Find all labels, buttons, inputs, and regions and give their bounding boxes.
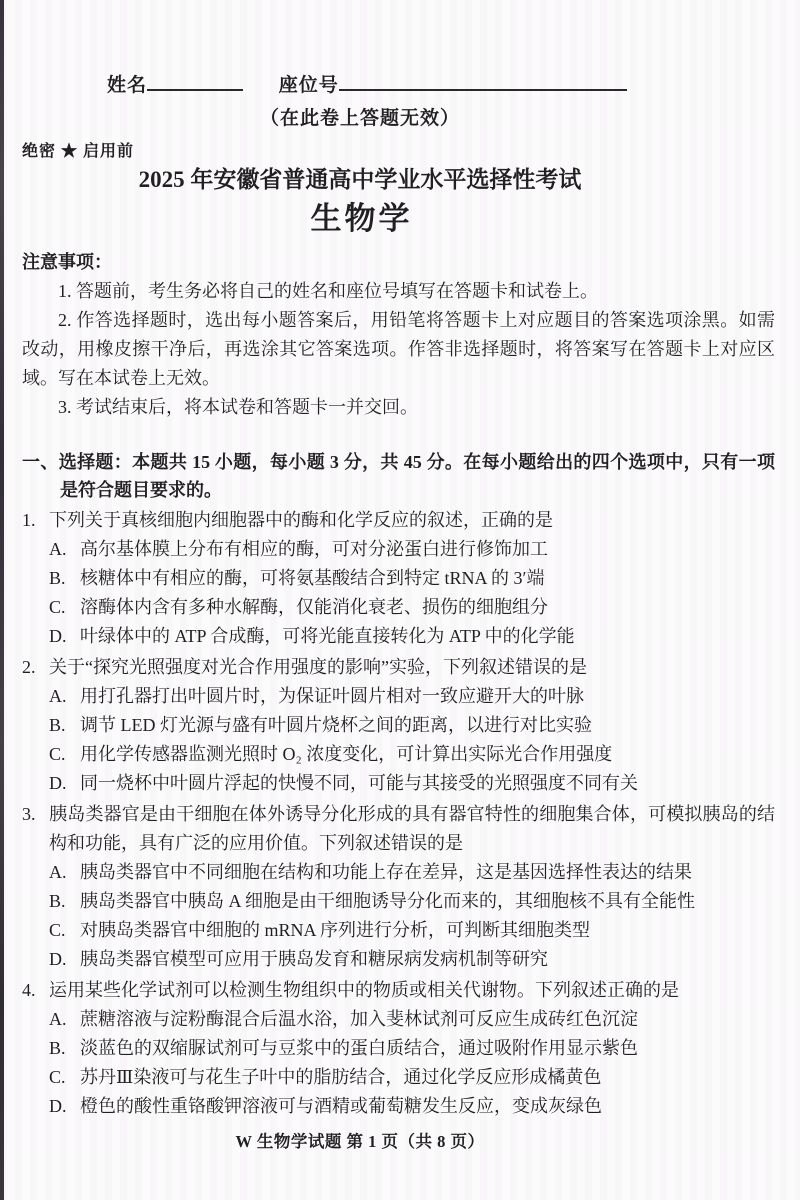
question-1-option-c bbox=[22, 593, 775, 622]
question-1-stem-text: 下列关于真核细胞内细胞器中的酶和化学反应的叙述，正确的是 bbox=[49, 510, 553, 530]
question-1-number: 1. bbox=[22, 510, 36, 530]
question-3 bbox=[22, 800, 775, 974]
option-d-text: 胰岛类器官模型可应用于胰岛发育和糖尿病发病机制等研究 bbox=[80, 949, 548, 969]
option-c-label: C. bbox=[49, 744, 66, 764]
option-b-text: 淡蓝色的双缩脲试剂可与豆浆中的蛋白质结合，通过吸附作用显示紫色 bbox=[80, 1038, 638, 1058]
option-b-text: 调节 LED 灯光源与盛有叶圆片烧杯之间的距离，以进行对比实验 bbox=[80, 715, 592, 735]
question-3-option-b bbox=[22, 887, 775, 916]
question-2-stem bbox=[22, 653, 775, 682]
page-footer: W 生物学试题 第 1 页（共 8 页） bbox=[235, 1132, 485, 1151]
scan-edge-artifact bbox=[0, 0, 4, 1200]
question-2-option-c bbox=[22, 740, 775, 769]
option-b-text: 胰岛类器官中胰岛 A 细胞是由干细胞诱导分化而来的，其细胞核不具有全能性 bbox=[80, 891, 696, 911]
question-4-stem bbox=[22, 976, 775, 1005]
question-4-option-b bbox=[22, 1034, 775, 1063]
option-a-label: A. bbox=[49, 1009, 67, 1029]
option-c-label: C. bbox=[49, 597, 66, 617]
name-underline bbox=[147, 70, 243, 91]
option-a-label: A. bbox=[49, 862, 67, 882]
question-3-stem-text: 胰岛类器官是由干细胞在体外诱导分化形成的具有器官特性的细胞集合体，可模拟胰岛的结构和功能，具有广泛的应用价值。下列叙述错误的是 bbox=[49, 804, 775, 853]
question-1-option-d bbox=[22, 622, 775, 651]
option-a-text: 用打孔器打出叶圆片时，为保证叶圆片相对一致应避开大的叶脉 bbox=[80, 686, 584, 706]
option-b-label: B. bbox=[49, 568, 66, 588]
option-d-label: D. bbox=[49, 1096, 67, 1116]
question-3-option-d bbox=[22, 945, 775, 974]
seat-label: 座位号 bbox=[278, 75, 339, 96]
question-4-stem-text: 运用某些化学试剂可以检测生物组织中的物质或相关代谢物。下列叙述正确的是 bbox=[49, 980, 679, 1000]
option-a-text: 蔗糖溶液与淀粉酶混合后温水浴，加入斐林试剂可反应生成砖红色沉淀 bbox=[80, 1009, 638, 1029]
option-b-label: B. bbox=[49, 891, 66, 911]
question-2-option-a bbox=[22, 682, 775, 711]
question-3-number: 3. bbox=[22, 804, 36, 824]
option-b-label: B. bbox=[49, 715, 66, 735]
note-item-2: 2. 作答选择题时，选出每小题答案后，用铅笔将答题卡上对应题目的答案选项涂黑。如需改动，用橡皮擦干净后，再选涂其它答案选项。作答非选择题时，将答案写在答题卡上对应区域。写在本试卷上无效。 bbox=[22, 310, 775, 388]
option-b-label: B. bbox=[49, 1038, 66, 1058]
option-d-label: D. bbox=[49, 773, 67, 793]
question-1-option-b bbox=[22, 564, 775, 593]
exam-title: 2025 年安徽省普通高中学业水平选择性考试 bbox=[138, 167, 582, 192]
question-2-stem-text: 关于“探究光照强度对光合作用强度的影响”实验，下列叙述错误的是 bbox=[49, 657, 587, 677]
question-2 bbox=[22, 653, 775, 798]
secrecy-label: 绝密 ★ 启用前 bbox=[22, 143, 135, 160]
question-2-number: 2. bbox=[22, 657, 36, 677]
note-item-3: 3. 考试结束后，将本试卷和答题卡一并交回。 bbox=[58, 397, 418, 417]
section-heading: 一、选择题：本题共 15 小题，每小题 3 分，共 45 分。在每小题给出的四个选项中，只有一项是符合题目要求的。 bbox=[22, 452, 775, 500]
option-c-text: 对胰岛类器官中细胞的 mRNA 序列进行分析，可判断其细胞类型 bbox=[80, 920, 591, 940]
paper-content bbox=[22, 0, 775, 1152]
option-a-text: 胰岛类器官中不同细胞在结构和功能上存在差异，这是基因选择性表达的结果 bbox=[80, 862, 692, 882]
option-c-text: 溶酶体内含有多种水解酶，仅能消化衰老、损伤的细胞组分 bbox=[80, 597, 548, 617]
note-item-1: 1. 答题前，考生务必将自己的姓名和座位号填写在答题卡和试卷上。 bbox=[58, 281, 598, 301]
option-d-label: D. bbox=[49, 626, 67, 646]
option-d-text: 同一烧杯中叶圆片浮起的快慢不同，可能与其接受的光照强度不同有关 bbox=[80, 773, 638, 793]
option-a-label: A. bbox=[49, 539, 67, 559]
question-1 bbox=[22, 506, 775, 651]
name-seat-row bbox=[107, 70, 775, 97]
question-4 bbox=[22, 976, 775, 1121]
question-2-option-b bbox=[22, 711, 775, 740]
question-2-option-d bbox=[22, 769, 775, 798]
name-label: 姓名 bbox=[107, 75, 148, 96]
seat-underline bbox=[339, 70, 627, 91]
subject-title: 生物学 bbox=[310, 201, 413, 236]
option-c-text: 苏丹Ⅲ染液可与花生子叶中的脂肪结合，通过化学反应形成橘黄色 bbox=[80, 1067, 602, 1087]
option-a-label: A. bbox=[49, 686, 67, 706]
option-c-label: C. bbox=[49, 920, 66, 940]
option-b-text: 核糖体中有相应的酶，可将氨基酸结合到特定 tRNA 的 3′端 bbox=[80, 568, 545, 588]
option-c-text: 用化学传感器监测光照时 O₂ 浓度变化，可计算出实际光合作用强度 bbox=[80, 744, 613, 764]
option-d-text: 橙色的酸性重铬酸钾溶液可与酒精或葡萄糖发生反应，变成灰绿色 bbox=[80, 1096, 602, 1116]
question-1-option-a bbox=[22, 535, 775, 564]
option-c-label: C. bbox=[49, 1067, 66, 1087]
question-4-option-d bbox=[22, 1092, 775, 1121]
question-3-option-c bbox=[22, 916, 775, 945]
notes-heading: 注意事项： bbox=[22, 252, 112, 272]
question-4-option-a bbox=[22, 1005, 775, 1034]
option-a-text: 高尔基体膜上分布有相应的酶，可对分泌蛋白进行修饰加工 bbox=[80, 539, 548, 559]
question-3-stem bbox=[22, 800, 775, 858]
question-4-option-c bbox=[22, 1063, 775, 1092]
answer-invalid-note: （在此卷上答题无效） bbox=[259, 108, 460, 129]
question-4-number: 4. bbox=[22, 980, 36, 1000]
question-3-option-a bbox=[22, 858, 775, 887]
question-1-stem bbox=[22, 506, 775, 535]
option-d-label: D. bbox=[49, 949, 67, 969]
option-d-text: 叶绿体中的 ATP 合成酶，可将光能直接转化为 ATP 中的化学能 bbox=[80, 626, 575, 646]
